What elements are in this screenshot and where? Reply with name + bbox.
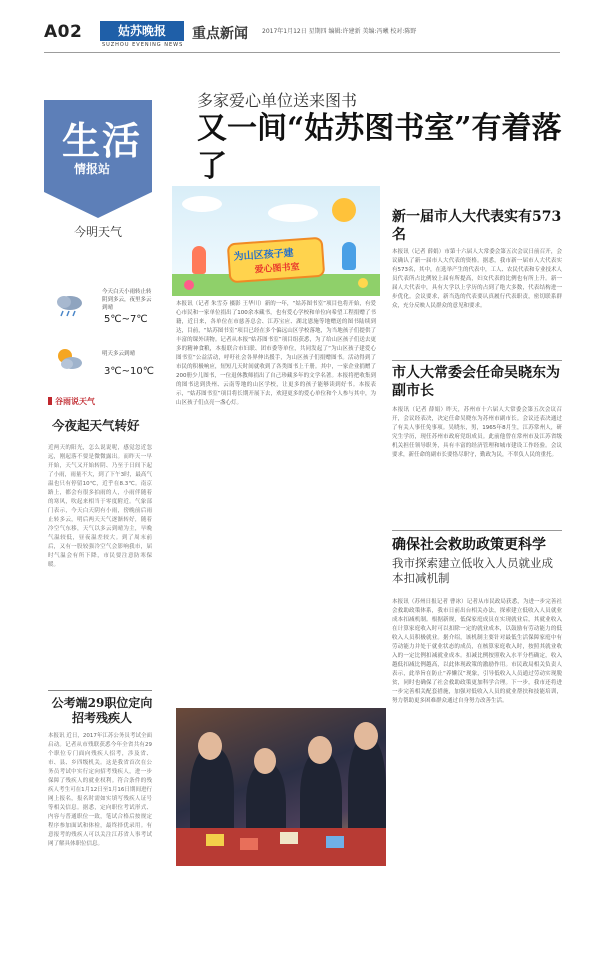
person-face <box>308 736 332 764</box>
story-social-aid-title: 确保社会救助政策更科学 <box>392 537 546 553</box>
sign-line-2: 爱心图书室 <box>254 262 300 276</box>
story-vice-mayor-title: 市人大常委会任命吴晓东为副市长 <box>392 365 560 399</box>
weather-tomorrow-temp: 3℃~10℃ <box>104 366 154 377</box>
person-face <box>198 732 222 760</box>
book-shape <box>240 838 258 850</box>
cloud-shape <box>182 196 222 212</box>
story-social-aid-subtitle: 我市探索建立低收入人员就业成本扣减机制 <box>392 556 553 585</box>
right-column <box>392 188 562 878</box>
book-shape <box>326 836 344 848</box>
article-kicker: 多家爱心单位送来图书 <box>197 91 358 110</box>
weather-today <box>44 288 152 338</box>
story2-body: 本报讯 近日，2017年江苏公务员考试全面启动。记者从市残联获悉今年全省共有29个职位专门面向残疾人招考，涉及省、市、县、乡四级机关。这是我省首次在公务员考试中实行定向招考残疾人，进一步保障了残疾人的就业权利。符合条件的残疾人考生可在1月12日至1月16日期间进行网上报名，报名时需如实填写残疾人证号等相关信息。据悉，定向职位考试形式、内容与普通职位一致，笔试合格后按规定程序参加面试和体检，最终择优录用。有意报考的残疾人可以关注江苏省人事考试网了解具体职位信息。 <box>48 733 152 847</box>
rain-cloud-icon <box>54 292 84 318</box>
flower-shape <box>358 278 368 288</box>
sidebar-divider <box>48 690 152 691</box>
topic-label: 谷雨说天气 <box>48 396 95 407</box>
weather-today-desc: 今天白天小雨转止转阴到多云，夜里多云到晴 <box>102 289 152 311</box>
kid-figure <box>192 246 206 274</box>
flower-shape <box>184 280 194 290</box>
section-title: 重点新闻 <box>192 26 248 42</box>
sidebar-banner <box>44 100 152 192</box>
sidebar-banner-subtitle: 情报站 <box>74 162 111 176</box>
weather-tomorrow-desc: 明天多云到晴 <box>102 351 136 357</box>
book-shape <box>280 832 298 844</box>
weather-tomorrow <box>44 342 152 392</box>
sign-line-1: 为山区孩子建 <box>233 247 294 263</box>
page-header <box>0 0 600 62</box>
newspaper-logo-en: SUZHOU EVENING NEWS <box>102 42 184 48</box>
right-divider <box>392 360 562 361</box>
newspaper-logo: 姑苏晚报 <box>100 21 184 41</box>
story-vice-mayor-body: 本报讯（记者 薛娟）昨天，苏州市十六届人大常委会第五次会议召开，会议经表决，决定任命吴晓东为苏州市副市长。会议还表决通过了有关人事任免事项。吴晓东，男，1965年8月生，江苏常州人，研究生学历，现任苏州市政府党组成员。此前他曾在常州市及江苏省级机关担任领导职务，具有丰富的经济管理和城市建设工作经验。会议要求，新任命的副市长要恪尽职守，勤政为民，不辜负人民的重托。 <box>392 407 562 458</box>
sun-cloud-icon <box>54 346 84 372</box>
sidebar <box>44 100 152 870</box>
sun-shape <box>332 198 356 222</box>
weather-today-temp: 5℃~7℃ <box>104 314 148 325</box>
person-face <box>254 748 276 774</box>
header-rule <box>44 52 560 53</box>
illustration-sign <box>227 237 326 284</box>
story-npc-deputies-body: 本报讯（记者 薛娟）市第十六届人大常委会第五次会议日前召开，会议确认了新一届市人大代表的资格。据悉，我市新一届市人大代表实有573名，其中，在选举产生的代表中，工人、农民代表和专业技术人员代表所占比例较上届有所提高，妇女代表的比例也有所上升。新一届人大代表中，具有大学以上学历的占到了绝大多数，代表结构进一步优化。会议要求，新当选的代表要认真履行代表职责，密切联系群众，充分反映人民群众的意见和要求。 <box>392 249 562 309</box>
right-divider <box>392 530 562 531</box>
story-npc-deputies-title: 新一届市人大代表实有573名 <box>392 209 562 243</box>
book-shape <box>206 834 224 846</box>
weather-title: 今明天气 <box>73 225 122 239</box>
story2-title: 公考端29职位定向招考残疾人 <box>51 696 153 725</box>
sidebar-banner-title: 生活 <box>62 118 143 163</box>
person-face <box>354 722 378 750</box>
story-social-aid-body: 本报讯（苏州日报记者 曹冰）记者从市民政局获悉，为进一步完善社会救助政策体系，我市日前出台相关办法，探索建立低收入人员就业成本扣减机制。根据新规，低保家庭成员在实现就业后，其就业收入在计算家庭收入时可以扣除一定的就业成本，以鼓励有劳动能力的低收入人员积极就业。据介绍，该机制主要针对最低生活保障家庭中有劳动能力并处于就业状态的成员，在核算家庭收入时，按照其就业收入的一定比例扣减就业成本。扣减比例按照收入水平分档确定，收入越低扣减比例越高，以此体现政策的激励作用。市民政局相关负责人表示，此举旨在防止“养懒汉”现象，引导低收入人员通过劳动实现脱贫，同时也确保了社会救助政策更加科学合理。下一步，我市还将进一步完善相关配套措施，加强对低收入人员的就业帮扶和技能培训，努力帮助更多困难群众通过自身努力改善生活。 <box>392 599 562 704</box>
article-body: 本报讯（记者 朱雪芬 摄影 王华川）新的一年，“姑苏图书室”项目也将开始，有爱心市民和一家单位捐出了100余本藏书，也有爱心学校和单位向希望工程捐赠了书籍，近日来，各单位在市慈善总会、江苏宝应、湖北恩施等地赠送的图书陆续到达，目前，“姑苏图书室”项目已经在多个偏远山区学校落地，为当地孩子们提供了丰富的课外读物。记者从本报“姑苏图书室”项目组获悉，为了给山区孩子们送去更多的精神食粮，本报联合市妇联、团市委等单位，共同发起了“为山区孩子建爱心图书室”公益活动，呼吁社会各界伸出援手，为山区孩子们捐赠图书。活动得到了市民的积极响应，短短几天时间就收到了各类图书上千册。其中，一家企业捐赠了200册少儿图书，一位退休教师捐出了自己珍藏多年的文学名著。本报将把收集到的图书送到贵州、云南等地的山区学校，让更多的孩子能够读到好书。本报表示，“姑苏图书室”项目将长期开展下去，欢迎更多的爱心单位和个人参与其中，为山区孩子们点亮一盏心灯。 <box>176 301 376 406</box>
issue-meta: 2017年1月12日 星期四 编辑:许建新 美编:冯曦 校对:陈野 <box>262 28 417 35</box>
cloud-shape <box>268 204 318 222</box>
article-photo <box>176 708 386 866</box>
story1-title: 今夜起天气转好 <box>52 418 140 433</box>
article-headline: 又一间“姑苏图书室”有着落了 <box>197 111 562 184</box>
illustration-kids-library <box>172 186 380 296</box>
banner-arrow <box>44 192 152 218</box>
page-number: A02 <box>44 22 83 42</box>
kid-figure <box>342 242 356 270</box>
story1-body: 近两天的阳光，怎么说说呢，感觉忽近忽远，刚起落不要是微微露出。而昨天一早开始，天气又开始转阴、乃至于日间下起了小雨，雨量不大，到了下午3时，最高气温也只有停留10℃，近乎在8.3℃。南京路上，都会有很多拍雨的人，小雨伴随着的寒风，吹起来相当于零度附近。气象部门表示，今天白天阴有小雨，傍晚前后雨止转多云，明后两天天气逐渐转好，随着冷空气东移，天气以多云到晴为主，早晚气温较低，昼夜温差较大。到了周末前后，又有一股较强冷空气会影响我市，届时气温会有所下降，市民要注意防寒保暖。 <box>48 445 152 568</box>
